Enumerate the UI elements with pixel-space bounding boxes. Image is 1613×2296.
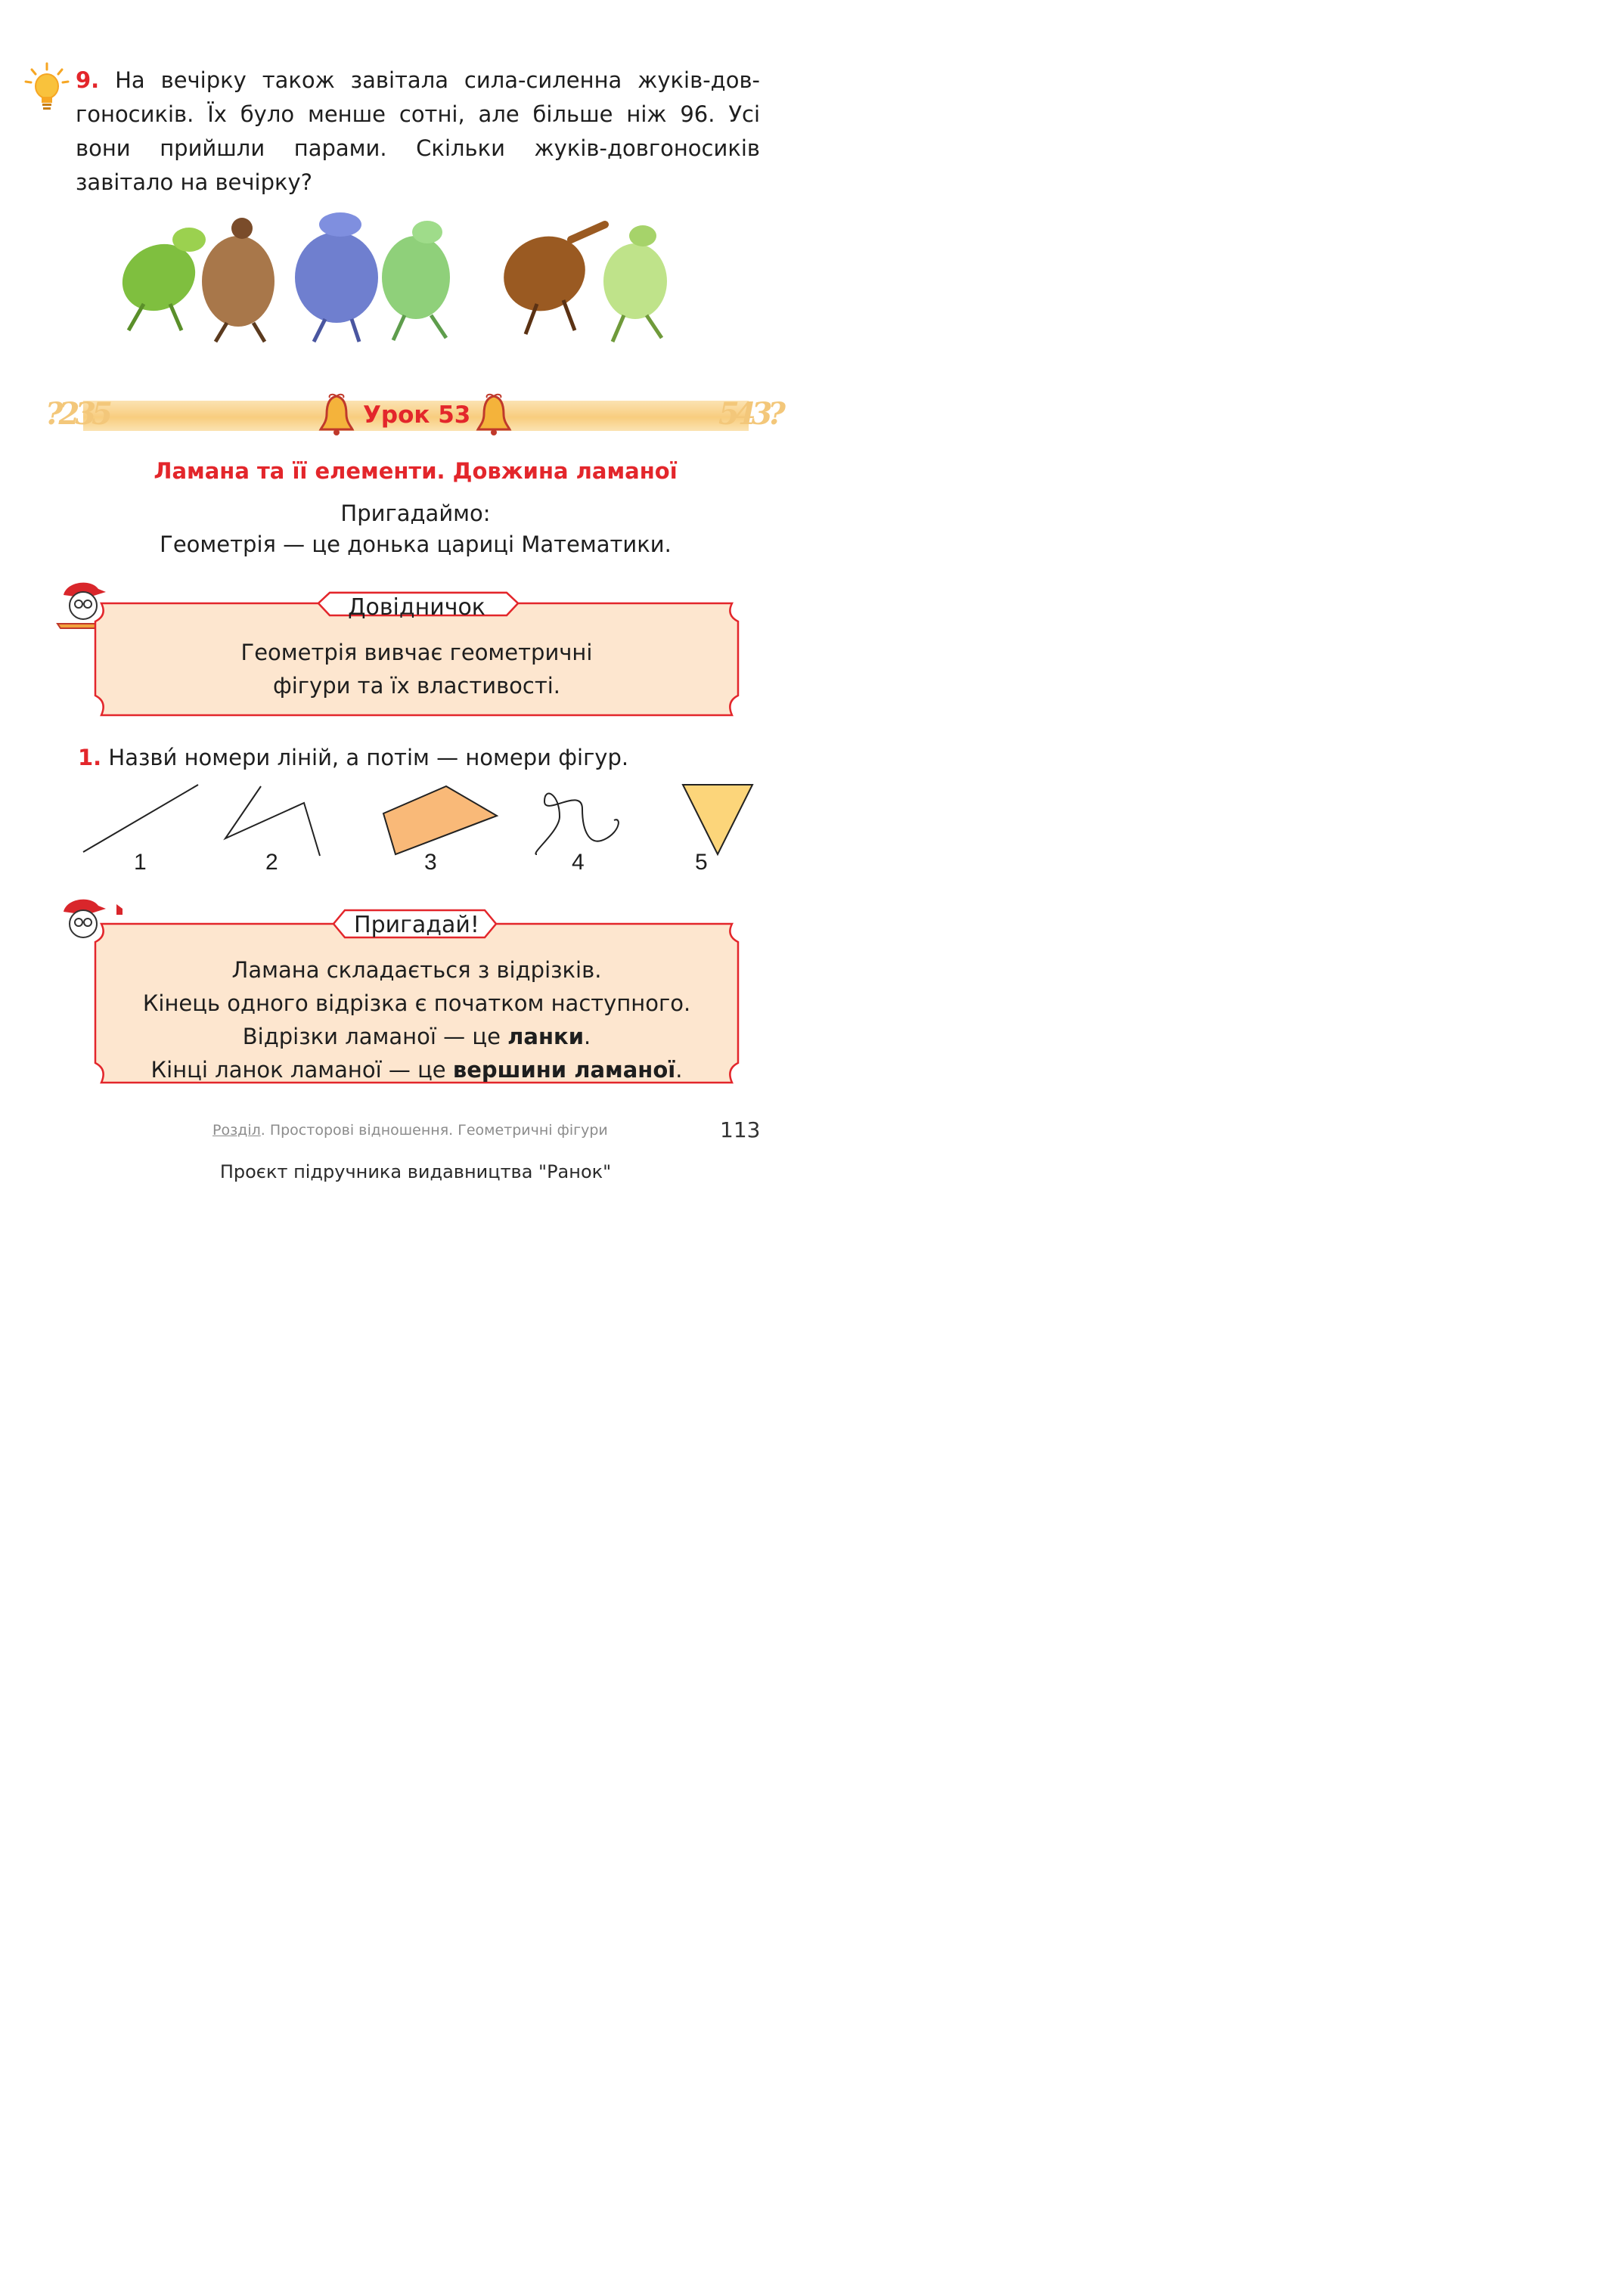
lesson-topic: Ламана та її елементи. Довжина ламаної [154,458,678,484]
recall-text: Геометрія — це донька цариці Математики. [160,531,672,557]
figure-4-curve [535,794,618,854]
brown-beetle-1 [202,218,275,342]
green-beetle-1 [113,228,207,330]
beetles-illustration [113,198,711,349]
task-1-text: Назви́ номери ліній, а потім — номери фігур. [108,745,629,770]
remember-line-part: . [584,1024,591,1049]
figure-5-triangle [683,785,752,854]
reference-line: фігури та їх властивості. [272,673,561,699]
figures-row [76,779,771,885]
remember-line: Кінець одного відрізка є початком наступного. [142,990,691,1016]
remember-line: Ламана складається з відрізків. [231,957,602,983]
figure-number: 5 [695,850,708,875]
remember-term: вершини ламаної [452,1057,676,1083]
banner-digits-right: 543? [718,396,781,432]
lightbulb-icon [23,62,71,122]
figure-number: 2 [265,850,278,875]
remember-term: ланки [507,1024,585,1049]
recall-heading: Пригадаймо: [340,500,491,526]
figure-number: 1 [134,850,147,875]
task-9 [76,64,760,200]
figure-2-polyline [225,786,320,856]
figure-number: 4 [572,850,585,875]
remember-line-part: Відрізки ламаної — це [242,1024,508,1049]
banner-digits-left: ?235 [45,396,108,432]
footer-section-text: . Просторові відношення. Геометричні фігури [260,1122,608,1139]
lesson-title: Урок 53 [363,401,471,429]
footer-section [212,1122,608,1139]
reference-line: Геометрія вивчає геометричні [240,640,593,665]
footer-section-label: Розділ [212,1122,261,1139]
bell-icon [318,393,355,437]
page-number: 113 [720,1117,761,1142]
remember-line-part: Кінці ланок ламаної — це [150,1057,453,1083]
remember-box-label: Пригадай! [354,912,479,938]
figure-number: 3 [424,850,437,875]
task-1 [78,745,628,770]
figure-3-quadrilateral [383,786,497,854]
brown-beetle-2 [492,223,605,334]
remember-box-text [95,953,738,1086]
remember-line [95,1053,738,1086]
green-beetle-2 [382,221,450,340]
task-9-number: 9. [76,67,100,93]
remember-line-part: . [675,1057,683,1083]
footer-note: Проєкт підручника видавництва "Ранок" [219,1161,612,1182]
remember-line [95,1020,738,1053]
task-9-text: На вечірку також завітала сила-силенна жуків-довгоносиків. Їх було менше сотні, але більше ніж 96. Усі вони прийшли парами. Скільки жуків-довгоносиків завітало на вечірку? [76,67,761,195]
blue-beetle [295,212,378,342]
bell-icon [475,393,513,437]
reference-box-text [95,636,738,702]
task-1-number: 1. [78,745,102,770]
reference-box-label: Довідничок [348,594,485,621]
figure-1-segment [83,785,198,852]
green-beetle-3 [603,225,667,342]
